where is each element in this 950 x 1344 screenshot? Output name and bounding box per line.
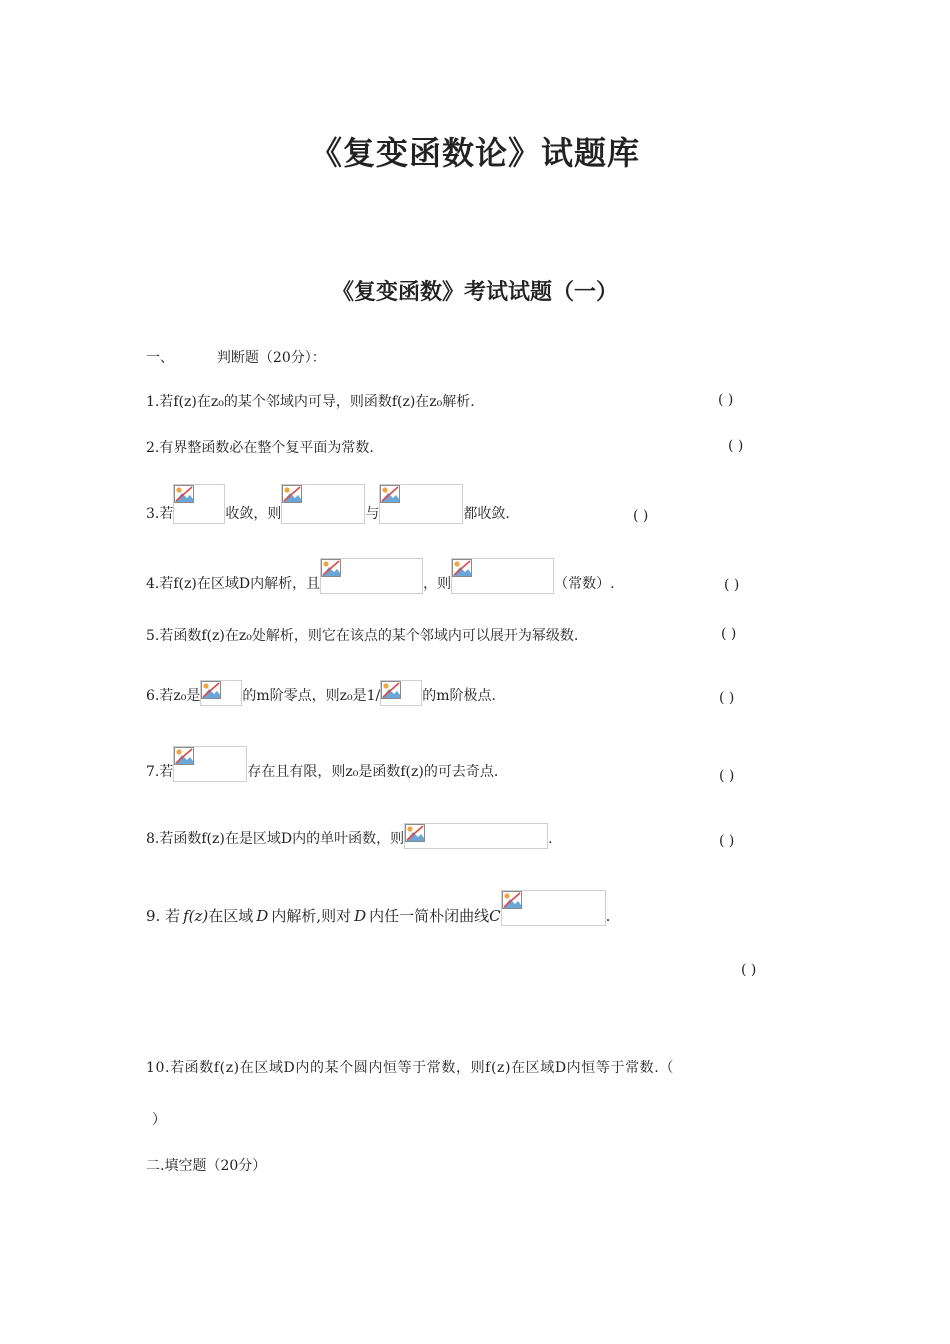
broken-image-icon xyxy=(174,747,194,765)
answer-blank-2[interactable]: ( ) xyxy=(728,438,744,454)
broken-image-icon xyxy=(452,559,472,577)
question-8-part-b: . xyxy=(548,831,553,847)
formula-image-icon xyxy=(173,484,225,524)
question-3-part-b: 收敛，则 xyxy=(225,506,282,522)
broken-image-icon xyxy=(282,485,302,503)
question-9-part-e: 内任一简朴闭曲线 xyxy=(369,907,490,925)
section-1-label: 判断题（20分）： xyxy=(216,350,326,366)
formula-image-icon xyxy=(379,484,463,524)
formula-image-icon xyxy=(501,890,606,926)
question-9-part-b: 在区域 xyxy=(208,907,254,925)
question-7-part-a: 7.若 xyxy=(146,764,174,780)
answer-blank-3[interactable]: ( ) xyxy=(633,508,649,524)
broken-image-icon xyxy=(201,681,221,699)
question-4-part-a: 4.若f(z)在区域D内解析，且 xyxy=(146,576,321,592)
broken-image-icon xyxy=(321,559,341,577)
question-6 xyxy=(146,680,496,706)
question-3-part-d: 都收敛. xyxy=(463,506,510,522)
question-9-fz: f(z) xyxy=(183,907,209,925)
question-9-end: . xyxy=(605,907,611,925)
question-7 xyxy=(146,746,498,782)
question-6-part-b: 的m阶零点，则z₀是1/ xyxy=(242,688,381,704)
question-9-curve-c: C xyxy=(489,907,501,925)
formula-image-icon xyxy=(451,558,554,594)
broken-image-icon xyxy=(174,485,194,503)
broken-image-icon xyxy=(381,681,401,699)
broken-image-icon xyxy=(405,824,425,842)
answer-blank-8[interactable]: ( ) xyxy=(719,833,735,849)
question-6-part-c: 的m阶极点. xyxy=(422,688,496,704)
formula-image-icon xyxy=(404,823,548,849)
question-8 xyxy=(146,823,553,849)
question-8-part-a: 8.若函数f(z)在是区域D内的单叶函数，则 xyxy=(146,831,405,847)
answer-blank-4[interactable]: ( ) xyxy=(724,577,740,593)
question-9-domain-d: D xyxy=(256,907,269,925)
question-7-part-b: 存在且有限，则z₀是函数f(z)的可去奇点. xyxy=(247,764,499,780)
formula-image-icon xyxy=(173,746,247,782)
question-1: 1.若f(z)在z₀的某个邻域内可导，则函数f(z)在z₀解析. xyxy=(146,394,475,410)
question-9-part-a: 9. 若 xyxy=(146,907,181,925)
question-3 xyxy=(146,484,510,524)
question-3-part-c: 与 xyxy=(365,506,380,522)
question-4-part-b: ，则 xyxy=(423,576,452,592)
question-4-part-c: （常数）. xyxy=(554,576,615,592)
answer-blank-1[interactable]: ( ) xyxy=(718,392,734,408)
section-2-heading: 二.填空题（20分） xyxy=(146,1158,267,1174)
answer-blank-9[interactable]: ( ) xyxy=(741,962,757,978)
question-9-part-c: 内解析,则对 xyxy=(271,907,352,925)
answer-blank-5[interactable]: ( ) xyxy=(721,626,737,642)
broken-image-icon xyxy=(502,891,522,909)
section-1-number: 一、 xyxy=(146,350,174,366)
question-5: 5.若函数f(z)在z₀处解析，则它在该点的某个邻域内可以展开为幂级数. xyxy=(146,628,579,644)
answer-blank-6[interactable]: ( ) xyxy=(719,690,735,706)
broken-image-icon xyxy=(380,485,400,503)
exam-subtitle: 《复变函数》考试试题（一） xyxy=(331,280,618,305)
formula-image-icon xyxy=(320,558,423,594)
formula-image-icon xyxy=(380,680,422,706)
question-2: 2.有界整函数必在整个复平面为常数. xyxy=(146,440,374,456)
question-10: 10.若函数f(z)在区域D内的某个圆内恒等于常数，则f(z)在区域D内恒等于常数.（ xyxy=(146,1060,674,1076)
formula-image-icon xyxy=(200,680,242,706)
formula-image-icon xyxy=(281,484,365,524)
question-9-domain-d-2: D xyxy=(354,907,367,925)
section-1-heading xyxy=(146,348,326,368)
question-6-part-a: 6.若z₀是 xyxy=(146,688,201,704)
question-9 xyxy=(146,890,610,926)
document-title: 《复变函数论》试题库 xyxy=(309,134,640,172)
question-3-part-a: 3.若 xyxy=(146,506,174,522)
question-4 xyxy=(146,558,615,594)
answer-blank-7[interactable]: ( ) xyxy=(719,768,735,784)
answer-blank-10-close[interactable]: ） xyxy=(152,1112,166,1128)
